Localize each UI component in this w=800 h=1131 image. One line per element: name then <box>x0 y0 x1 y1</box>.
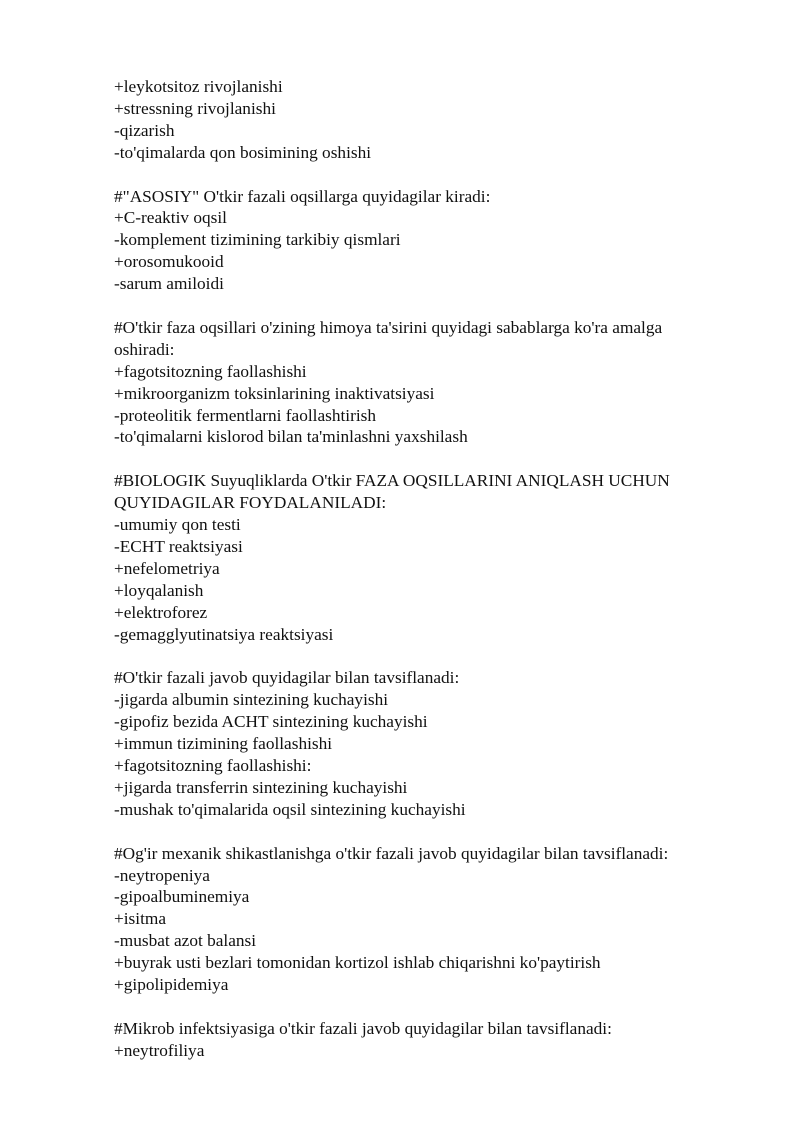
question-text: #Mikrob infektsiyasiga o'tkir fazali javob quyidagilar bilan tavsiflanadi: <box>114 1018 612 1038</box>
answer-option: +buyrak usti bezlari tomonidan kortizol ishlab chiqarishni ko'paytirish <box>114 953 601 973</box>
question-text: #"ASOSIY" O'tkir fazali oqsillarga quyidagilar kiradi: <box>114 186 491 206</box>
answer-option: +jigarda transferrin sintezining kuchayishi <box>114 777 408 797</box>
question-text: #O'tkir faza oqsillari o'zining himoya ta'sirini quyidagi sabablarga ko'ra amalga <box>114 317 663 337</box>
answer-option: -neytropeniya <box>114 865 210 885</box>
answer-option: +immun tizimining faollashishi <box>114 734 333 754</box>
answer-option: -gipofiz bezida ACHT sintezining kuchayishi <box>114 712 428 732</box>
answer-option: +fagotsitozning faollashishi: <box>114 756 312 776</box>
answer-option: -to'qimalarda qon bosimining oshishi <box>114 142 372 162</box>
question-text: QUYIDAGILAR FOYDALANILADI: <box>114 493 387 513</box>
answer-option: +stressning rivojlanishi <box>114 98 276 118</box>
answer-option: -proteolitik fermentlarni faollashtirish <box>114 405 377 425</box>
answer-option: +isitma <box>114 909 166 929</box>
answer-option: -musbat azot balansi <box>114 931 257 951</box>
question-text: #O'tkir fazali javob quyidagilar bilan tavsiflanadi: <box>114 668 460 688</box>
answer-option: +orosomukooid <box>114 252 224 272</box>
answer-option: -gipoalbuminemiya <box>114 887 250 907</box>
question-block <box>114 470 734 645</box>
answer-option: +C-reaktiv oqsil <box>114 208 227 228</box>
answer-option: +mikroorganizm toksinlarining inaktivatsiyasi <box>114 383 435 403</box>
answer-option: -umumiy qon testi <box>114 515 241 535</box>
question-block <box>114 186 734 296</box>
document-page <box>114 76 734 1084</box>
answer-option: +neytrofiliya <box>114 1040 205 1060</box>
answer-option: +elektroforez <box>114 602 208 622</box>
answer-option: -qizarish <box>114 120 175 140</box>
answer-option: +gipolipidemiya <box>114 975 229 995</box>
question-text: #Og'ir mexanik shikastlanishga o'tkir fazali javob quyidagilar bilan tavsiflanadi: <box>114 843 669 863</box>
answer-option: -to'qimalarni kislorod bilan ta'minlashni yaxshilash <box>114 427 468 447</box>
answer-option: -jigarda albumin sintezining kuchayishi <box>114 690 389 710</box>
answer-option: -gemagglyutinatsiya reaktsiyasi <box>114 624 334 644</box>
question-block <box>114 843 734 996</box>
answer-option: +loyqalanish <box>114 580 204 600</box>
answer-option: -sarum amiloidi <box>114 274 224 294</box>
answer-option: -ECHT reaktsiyasi <box>114 536 243 556</box>
question-block <box>114 317 734 448</box>
answer-option: +leykotsitoz rivojlanishi <box>114 77 283 96</box>
answer-options-block <box>114 76 734 164</box>
answer-option: -mushak to'qimalarida oqsil sintezining kuchayishi <box>114 799 466 819</box>
answer-option: -komplement tizimining tarkibiy qismlari <box>114 230 401 250</box>
question-block <box>114 1018 734 1062</box>
question-text: oshiradi: <box>114 339 175 359</box>
answer-option: +nefelometriya <box>114 558 220 578</box>
question-text: #BIOLOGIK Suyuqliklarda O'tkir FAZA OQSILLARINI ANIQLASH UCHUN <box>114 471 670 491</box>
answer-option: +fagotsitozning faollashishi <box>114 361 307 381</box>
question-block <box>114 667 734 820</box>
